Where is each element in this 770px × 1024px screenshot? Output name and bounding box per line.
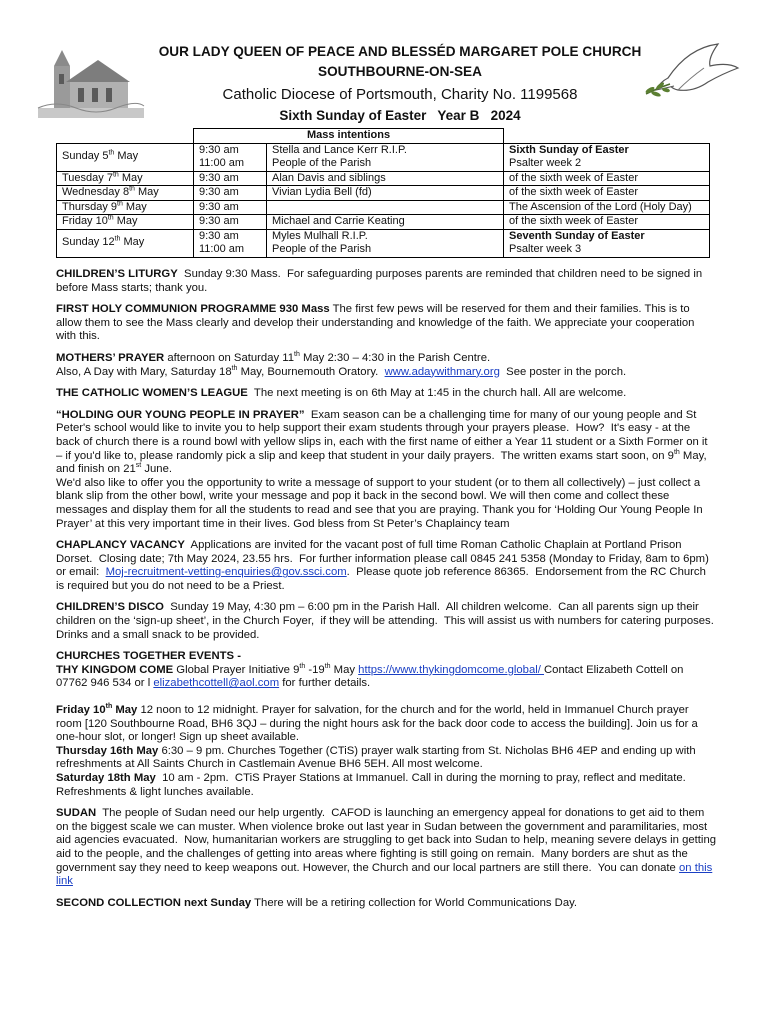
- notice-text: 10 am - 2pm. CTiS Prayer Stations at Immanuel. Call in during the morning to pray, reflect and meditate. Refreshments & light lunches available.: [56, 772, 693, 798]
- mass-intention: People of the Parish: [272, 157, 372, 169]
- mass-intention: [272, 201, 498, 215]
- notice-text: The people of Sudan need our help urgently. CAFOD is launching an emergency appeal for donations to get aid to them on the biggest scale we can muster. When violence broke out last year in Sudan between the government and paramilitaries, most aid agencies evacuated. Now, humanitarian workers are struggling to get back into Sudan to help, meaning severe delays in getting aid to the people, and the challenges of getting into areas where fighting is still going on remain. Many borders are shut as the government say they need to keep weapons out. However, the Church and our local partners are still there. You can donate: [56, 807, 720, 874]
- notice-heading: “HOLDING OUR YOUNG PEOPLE IN PRAYER”: [56, 408, 305, 421]
- table-row: [57, 215, 710, 230]
- mass-time: 9:30 am: [199, 215, 239, 227]
- mass-intention: Michael and Carrie Keating: [272, 215, 405, 227]
- table-blank-cell: [57, 129, 194, 144]
- mass-day-cell: [57, 143, 194, 171]
- notice-text: The next meeting is on 6th May at 1:45 in the church hall. All are welcome.: [247, 387, 627, 400]
- mass-time: 11:00 am: [199, 157, 245, 169]
- notice-text: for further details.: [279, 677, 371, 690]
- liturgy-text: Sixth Sunday of Easter: [509, 143, 629, 156]
- notice-churches-together-heading: [56, 650, 716, 664]
- notice-text: -19: [305, 663, 325, 676]
- ordinal-suffix: th: [299, 663, 306, 671]
- notice-text: Contact Elizabeth Cottell on 07762 946 534 or l: [56, 663, 684, 690]
- mass-day: Thursday 9: [62, 200, 118, 213]
- notice-heading: SECOND COLLECTION next Sunday: [56, 896, 252, 909]
- table-row: [57, 143, 710, 171]
- mass-day-cell: [57, 171, 194, 186]
- mass-time: 11:00 am: [199, 243, 245, 255]
- liturgy-text: Psalter week 3: [509, 243, 582, 255]
- thy-kingdom-come-link[interactable]: https://www.thykingdomcome.global/: [358, 663, 545, 676]
- notice-text: The first few pews will be reserved for them and their families. This is to allow them to see the Mass clearly and develop their understanding and knowledge of the faith. We appreciate your cooperation with this.: [56, 303, 695, 343]
- mass-intention: Alan Davis and siblings: [272, 171, 386, 184]
- mass-month: May: [118, 171, 143, 184]
- notice-text: We'd also like to offer you the opportunity to write a message of support to your student (or to them all collectively) – just collect a blank slip from the other bowl, write your message and pop it back in the second bowl. We will then come and collect these messages and display them for all the students to read and see that you are praying. Thank you for ‘Holding Our Young People In Prayer’ at this very important time in their lives. God bless from St Peter’s Chaplaincy team: [56, 476, 703, 530]
- notice-text: May 2:30 – 4:30 in the Parish Centre.: [299, 351, 491, 364]
- mass-month: May: [122, 200, 147, 213]
- mass-time-cell: [194, 229, 267, 257]
- mass-day: Sunday 12: [62, 236, 115, 249]
- mass-intentions-heading: Mass intentions: [194, 129, 504, 144]
- mass-day: Wednesday 8: [62, 186, 130, 198]
- notice-heading: SUDAN: [56, 807, 97, 820]
- notice-heading: [56, 704, 137, 716]
- liturgy-cell: [504, 171, 710, 186]
- notice-heading-text: May: [112, 704, 138, 717]
- mass-intentions-table: [56, 128, 710, 258]
- newsletter-header: [0, 0, 770, 130]
- ordinal-suffix: th: [129, 185, 135, 193]
- mass-intention-cell: [267, 215, 504, 230]
- moj-email-link[interactable]: Moj-recruitment-vetting-enquiries@gov.ssci.com: [105, 566, 347, 579]
- mass-table-body: [57, 143, 710, 257]
- notice-text: Global Prayer Initiative 9: [173, 663, 300, 676]
- mass-time-cell: [194, 171, 267, 186]
- notice-saturday-stations: [56, 772, 716, 799]
- notice-text: Sunday 19 May, 4:30 pm – 6:00 pm in the Parish Hall. All children welcome. Can all parents sign up their children on the ‘sign-up sheet’, in the Church Foyer, if they will be attending. This will assist us with numbers for catering purposes. Drinks and a small snack to be provided.: [56, 601, 721, 641]
- notice-heading: THE CATHOLIC WOMEN’S LEAGUE: [56, 387, 248, 400]
- liturgy-cell: [504, 215, 710, 230]
- mass-day-cell: [57, 229, 194, 257]
- notice-heading: Saturday 18th May: [56, 772, 156, 784]
- liturgy-text: Psalter week 2: [509, 157, 582, 169]
- liturgy-cell: [504, 186, 710, 201]
- mass-intention: Stella and Lance Kerr R.I.P.: [272, 143, 407, 156]
- table-row: [57, 200, 710, 215]
- ordinal-suffix: th: [673, 448, 680, 456]
- mass-time: 9:30 am: [199, 200, 239, 213]
- ordinal-suffix: st: [135, 462, 142, 470]
- table-row: [57, 186, 710, 201]
- ordinal-suffix: th: [231, 364, 238, 372]
- notice-heading: MOTHERS’ PRAYER: [56, 351, 165, 364]
- mass-time-cell: [194, 143, 267, 171]
- mass-day-cell: [57, 200, 194, 215]
- liturgy-cell: [504, 229, 710, 257]
- ordinal-suffix: th: [108, 149, 115, 157]
- mass-intention-cell: [267, 171, 504, 186]
- notice-second-collection: [56, 897, 716, 911]
- notice-cwl: [56, 387, 716, 401]
- ordinal-suffix: th: [105, 703, 113, 711]
- mass-intention-cell: [267, 200, 504, 215]
- notice-heading: CHILDREN’S DISCO: [56, 601, 164, 614]
- table-row: [57, 229, 710, 257]
- liturgy-text: of the sixth week of Easter: [509, 215, 639, 227]
- aday-with-mary-link[interactable]: www.adaywithmary.org: [384, 365, 500, 378]
- mass-day: Friday 10: [62, 215, 108, 227]
- notice-text: See poster in the porch.: [499, 365, 627, 378]
- mass-intention: Myles Mulhall R.I.P.: [272, 229, 368, 242]
- liturgy-text: The Ascension of the Lord (Holy Day): [509, 200, 692, 213]
- notice-text: May, and finish on 21: [56, 449, 707, 476]
- notice-heading: Thursday 16th May: [56, 744, 159, 757]
- ordinal-suffix: th: [114, 235, 121, 243]
- ordinal-suffix: th: [107, 214, 114, 222]
- notice-heading: CHAPLANCY VACANCY: [56, 539, 185, 552]
- notice-text: Sunday 9:30 Mass. For safeguarding purposes parents are reminded that children need to be signed in before Mass starts; thank you.: [56, 268, 706, 294]
- mass-day: Tuesday 7: [62, 171, 113, 184]
- notice-text: Exam season can be a challenging time for many of our young people and St Peter's school would like to invite you to help support their exam students through your prayers please. How? It's easy - at the back of church there is a round bowl with yellow slips in, each with the first name of either a Year 11 student or a Sixth Former on it – if you'd like to, please randomly pick a slip and keep that student in your daily prayers. The written exams start soon, on 9: [56, 408, 711, 462]
- liturgy-text: of the sixth week of Easter: [509, 186, 639, 198]
- table-blank-cell: [504, 129, 710, 144]
- notices: [56, 268, 721, 918]
- mass-time-cell: [194, 200, 267, 215]
- notice-young-people: [56, 409, 716, 531]
- mass-time: 9:30 am: [199, 186, 239, 198]
- notice-text: Also, A Day with Mary, Saturday 18: [56, 365, 232, 378]
- mass-month: May: [134, 186, 159, 198]
- mass-time-cell: [194, 186, 267, 201]
- mass-day: Sunday 5: [62, 150, 109, 163]
- liturgy-cell: [504, 200, 710, 215]
- notice-chaplancy: [56, 539, 716, 593]
- diocese-line: Catholic Diocese of Portsmouth, Charity No. 1199568: [222, 86, 578, 103]
- ordinal-suffix: th: [117, 199, 123, 207]
- notice-heading: CHURCHES TOGETHER EVENTS -: [56, 650, 241, 663]
- ordinal-suffix: th: [324, 663, 331, 671]
- ordinal-suffix: th: [112, 170, 119, 178]
- notice-heading: FIRST HOLY COMMUNION PROGRAMME 930 Mass: [56, 303, 330, 316]
- notice-thursday-walk: [56, 745, 716, 772]
- table-row: [57, 171, 710, 186]
- notice-text: June.: [141, 463, 173, 476]
- ordinal-suffix: th: [294, 351, 300, 359]
- mass-month: May: [113, 215, 138, 227]
- notice-text: afternoon on Saturday 11: [164, 351, 294, 364]
- mass-day-cell: [57, 186, 194, 201]
- notice-text: There will be a retiring collection for World Communications Day.: [251, 896, 578, 909]
- church-location: SOUTHBOURNE-ON-SEA: [318, 64, 482, 79]
- notice-sudan: [56, 807, 720, 889]
- liturgy-text: of the sixth week of Easter: [509, 171, 639, 184]
- notice-text: 12 noon to 12 midnight. Prayer for salvation, for the church and for the world, held in Immanuel Church prayer room [120 Southbourne Road, BH6 3QJ – during the night hours ask for the back door code to access the building]. Join us for a one-hour slot, or longer! Sign up sheet available.: [56, 704, 698, 744]
- mass-time: 9:30 am: [199, 171, 239, 184]
- notice-friday-prayer: [56, 704, 716, 745]
- notice-heading: THY KINGDOM COME: [56, 663, 174, 676]
- liturgy-text: Seventh Sunday of Easter: [509, 229, 645, 242]
- mass-month: May: [114, 150, 139, 163]
- mass-time: 9:30 am: [199, 143, 239, 156]
- notice-text: . Please quote job reference 86365. Endorsement from the RC Church is required but you do not need to be a Priest.: [56, 566, 709, 592]
- notice-thy-kingdom-come: [56, 664, 716, 691]
- notice-text: 6:30 – 9 pm. Churches Together (CTiS) prayer walk starting from St. Nicholas BH6 4EP and ending up with refreshments at All Saints Church in Castlemain Avenue BH6 5EH. All most welcome.: [56, 744, 696, 771]
- notice-heading-text: Friday 10: [56, 704, 106, 717]
- mass-day-cell: [57, 215, 194, 230]
- mass-intention: People of the Parish: [272, 243, 372, 255]
- notice-heading: CHILDREN’S LITURGY: [56, 268, 178, 280]
- mass-time: 9:30 am: [199, 229, 239, 242]
- mass-intention-cell: [267, 229, 504, 257]
- notice-mothers-prayer: [56, 352, 716, 379]
- notice-childrens-liturgy: [56, 268, 716, 295]
- notice-text: Applications are invited for the vacant post of full time Roman Catholic Chaplain at Portland Prison Dorset. Closing date; 7th May 2024, 23.55 hrs. For further information please call 0845 241 5358 (Monday to Friday, 8am to 6pm) or email:: [56, 539, 712, 579]
- liturgy-cell: [504, 143, 710, 171]
- church-title: OUR LADY QUEEN OF PEACE AND BLESSÉD MARGARET POLE CHURCH: [158, 44, 642, 59]
- notice-childrens-disco: [56, 601, 721, 642]
- notice-text: May, Bournemouth Oratory.: [237, 365, 385, 378]
- mass-month: May: [120, 236, 145, 249]
- mass-intention-cell: [267, 186, 504, 201]
- sunday-title: Sixth Sunday of Easter Year B 2024: [279, 108, 521, 123]
- cafod-donate-link[interactable]: on this link: [56, 861, 713, 888]
- mass-intention: Vivian Lydia Bell (fd): [272, 186, 372, 198]
- notice-text: May: [330, 663, 359, 676]
- mass-time-cell: [194, 215, 267, 230]
- elizabeth-cottell-email-link[interactable]: elizabethcottell@aol.com: [153, 677, 280, 690]
- mass-intention-cell: [267, 143, 504, 171]
- notice-first-communion: [56, 303, 716, 344]
